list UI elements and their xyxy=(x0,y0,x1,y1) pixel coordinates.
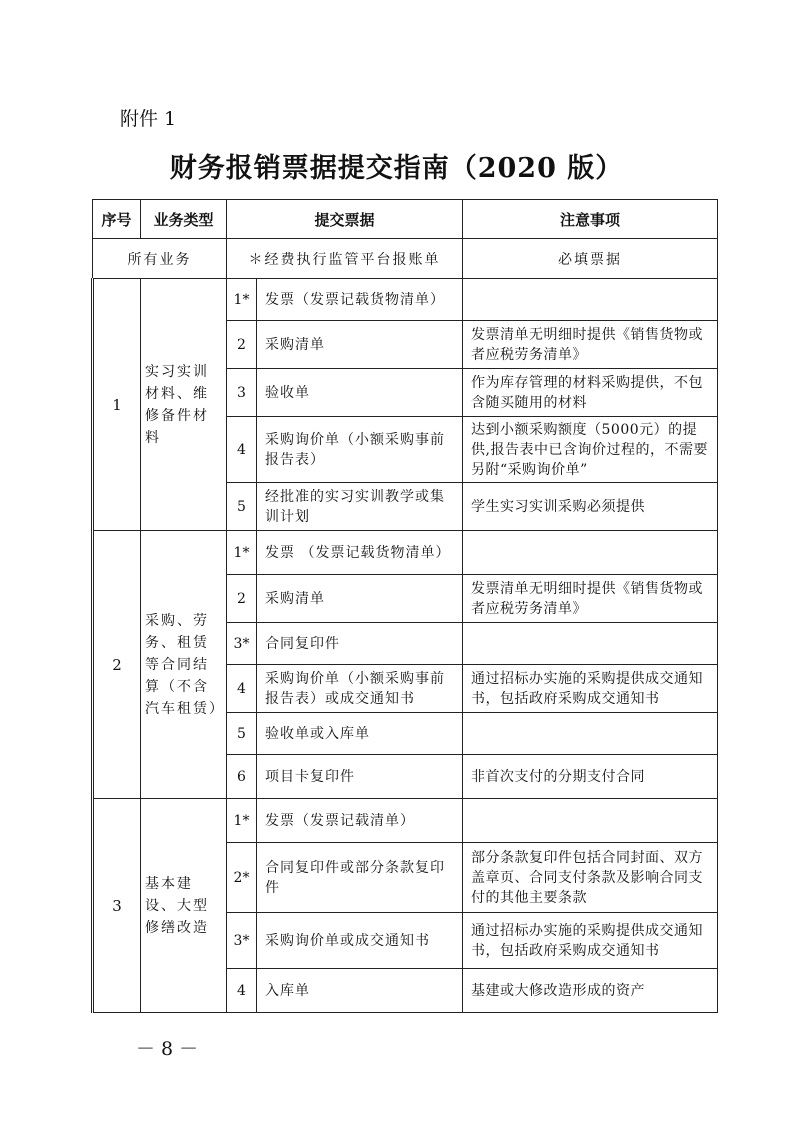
item-note: 发票清单无明细时提供《销售货物或者应税劳务清单》 xyxy=(463,321,718,369)
table-row xyxy=(93,531,718,575)
item-document: 采购询价单（小额采购事前报告表） xyxy=(257,417,463,483)
item-document: 采购清单 xyxy=(257,575,463,623)
document-title: 财务报销票据提交指南（2020 版） xyxy=(169,153,624,184)
item-number: 4 xyxy=(227,417,257,483)
item-number: 2 xyxy=(227,321,257,369)
item-document: 发票（发票记载货物清单） xyxy=(257,279,463,321)
group-type: 采购、劳务、租赁等合同结算（不含汽车租赁） xyxy=(141,531,227,799)
item-note: 达到小额采购额度（5000元）的提供,报告表中已含询价过程的，不需要另附“采购询价单” xyxy=(463,417,718,483)
item-number: 4 xyxy=(227,665,257,713)
item-document: 发票（发票记载清单） xyxy=(257,799,463,843)
item-document: 合同复印件或部分条款复印件 xyxy=(257,843,463,913)
group-type: 实习实训材料、维修备件材料 xyxy=(141,279,227,531)
item-note xyxy=(463,799,718,843)
group-seq: 1 xyxy=(93,279,141,531)
item-number: 3 xyxy=(227,369,257,417)
item-number: 6 xyxy=(227,755,257,799)
item-document: 发票 （发票记载货物清单） xyxy=(257,531,463,575)
item-number: 4 xyxy=(227,969,257,1013)
item-document: 采购清单 xyxy=(257,321,463,369)
all-business-row xyxy=(93,239,718,279)
item-document: 入库单 xyxy=(257,969,463,1013)
header-notes: 注意事项 xyxy=(463,200,718,239)
item-note: 通过招标办实施的采购提供成交通知书，包括政府采购成交通知书 xyxy=(463,913,718,969)
item-document: 经批准的实习实训教学或集训计划 xyxy=(257,483,463,531)
page-number: － 8 － xyxy=(136,1038,199,1060)
item-number: 5 xyxy=(227,483,257,531)
group-type: 基本建设、大型修缮改造 xyxy=(141,799,227,1013)
item-note: 非首次支付的分期支付合同 xyxy=(463,755,718,799)
group-seq: 2 xyxy=(93,531,141,799)
all-business-note: 必填票据 xyxy=(463,239,718,279)
item-note xyxy=(463,279,718,321)
all-business-label: 所有业务 xyxy=(93,239,227,279)
item-document: 验收单或入库单 xyxy=(257,713,463,755)
item-number: 3* xyxy=(227,623,257,665)
reimbursement-guide-table xyxy=(91,199,718,1013)
header-seq: 序号 xyxy=(93,200,141,239)
item-number: 3* xyxy=(227,913,257,969)
table-header-row xyxy=(93,200,718,239)
item-document: 采购询价单或成交通知书 xyxy=(257,913,463,969)
attachment-label: 附件 1 xyxy=(120,108,177,130)
item-note: 部分条款复印件包括合同封面、双方盖章页、合同支付条款及影响合同支付的其他主要条款 xyxy=(463,843,718,913)
item-document: 采购询价单（小额采购事前报告表）或成交通知书 xyxy=(257,665,463,713)
item-number: 2* xyxy=(227,843,257,913)
item-number: 2 xyxy=(227,575,257,623)
item-number: 1* xyxy=(227,279,257,321)
table-row xyxy=(93,279,718,321)
item-document: 项目卡复印件 xyxy=(257,755,463,799)
item-number: 1* xyxy=(227,531,257,575)
item-note: 基建或大修改造形成的资产 xyxy=(463,969,718,1013)
item-document: 合同复印件 xyxy=(257,623,463,665)
item-number: 1* xyxy=(227,799,257,843)
header-biz-type: 业务类型 xyxy=(141,200,227,239)
item-note xyxy=(463,623,718,665)
group-seq: 3 xyxy=(93,799,141,1013)
table-row xyxy=(93,799,718,843)
item-note xyxy=(463,713,718,755)
item-note xyxy=(463,531,718,575)
item-note: 学生实习实训采购必须提供 xyxy=(463,483,718,531)
item-note: 发票清单无明细时提供《销售货物或者应税劳务清单》 xyxy=(463,575,718,623)
all-business-doc: ＊经费执行监管平台报账单 xyxy=(227,239,463,279)
item-note: 作为库存管理的材料采购提供，不包含随买随用的材料 xyxy=(463,369,718,417)
item-number: 5 xyxy=(227,713,257,755)
item-document: 验收单 xyxy=(257,369,463,417)
item-note: 通过招标办实施的采购提供成交通知书，包括政府采购成交通知书 xyxy=(463,665,718,713)
header-documents: 提交票据 xyxy=(227,200,463,239)
